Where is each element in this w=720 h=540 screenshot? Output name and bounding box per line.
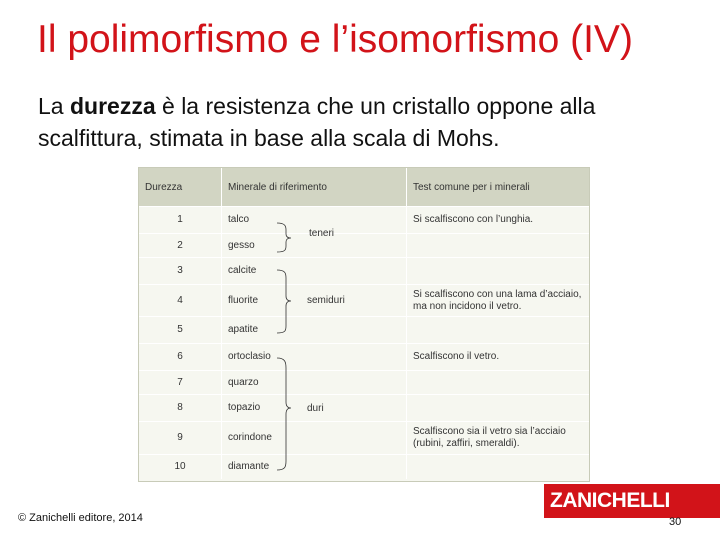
- mineral-name: topazio: [222, 395, 407, 422]
- test-description: Scalfiscono sia il vetro sia l’acciaio (rubini, zaffiri, smeraldi).: [407, 422, 590, 455]
- test-description: Si scalfiscono con una lama d’acciaio, ma non incidono il vetro.: [407, 285, 590, 317]
- mineral-name: talco: [222, 207, 407, 234]
- intro-after: è la resistenza che un cristallo oppone alla scalfittura, stimata in base alla scala di Mohs.: [38, 93, 596, 151]
- hardness-value: 4: [139, 285, 222, 317]
- test-description: [407, 395, 590, 422]
- copyright-note: © Zanichelli editore, 2014: [18, 512, 143, 524]
- test-description: [407, 455, 590, 479]
- test-description: Si scalfiscono con l’unghia.: [407, 207, 590, 234]
- zanichelli-logo: ZANICHELLI: [544, 484, 720, 518]
- mineral-name: gesso: [222, 234, 407, 258]
- test-description: [407, 317, 590, 344]
- slide-title: Il polimorfismo e l’isomorfismo (IV): [37, 18, 633, 61]
- test-description: [407, 258, 590, 285]
- hardness-value: 5: [139, 317, 222, 344]
- intro-text: [38, 90, 698, 154]
- group-label-duri: duri: [307, 403, 324, 414]
- table-row: [139, 317, 589, 344]
- test-description: Scalfiscono il vetro.: [407, 344, 590, 371]
- page-number: 30: [669, 516, 682, 528]
- table-row: [139, 234, 589, 258]
- table-row: [139, 207, 589, 234]
- header-durezza: Durezza: [139, 168, 222, 207]
- hardness-value: 9: [139, 422, 222, 455]
- intro-bold-term: durezza: [69, 93, 156, 119]
- hardness-value: 10: [139, 455, 222, 479]
- table-row: [139, 395, 589, 422]
- table-header-row: [139, 168, 589, 207]
- mineral-name: fluorite: [222, 285, 407, 317]
- table-row: [139, 371, 589, 395]
- mineral-name: diamante: [222, 455, 407, 479]
- test-description: [407, 234, 590, 258]
- table-row: [139, 344, 589, 371]
- hardness-value: 8: [139, 395, 222, 422]
- table-row: [139, 422, 589, 455]
- intro-before: La: [38, 93, 70, 119]
- group-label-teneri: teneri: [309, 228, 335, 239]
- header-minerale: Minerale di riferimento: [222, 168, 407, 207]
- group-label-semiduri: semiduri: [307, 295, 345, 306]
- mineral-name: calcite: [222, 258, 407, 285]
- mineral-name: corindone: [222, 422, 407, 455]
- table-row: [139, 258, 589, 285]
- hardness-value: 1: [139, 207, 222, 234]
- mineral-name: apatite: [222, 317, 407, 344]
- table-row: [139, 455, 589, 479]
- mineral-name: quarzo: [222, 371, 407, 395]
- hardness-value: 2: [139, 234, 222, 258]
- hardness-value: 6: [139, 344, 222, 371]
- hardness-value: 3: [139, 258, 222, 285]
- hardness-value: 7: [139, 371, 222, 395]
- mohs-table: [138, 167, 590, 482]
- header-test: Test comune per i minerali: [407, 168, 590, 207]
- table-row: [139, 285, 589, 317]
- test-description: [407, 371, 590, 395]
- mineral-name: ortoclasio: [222, 344, 407, 371]
